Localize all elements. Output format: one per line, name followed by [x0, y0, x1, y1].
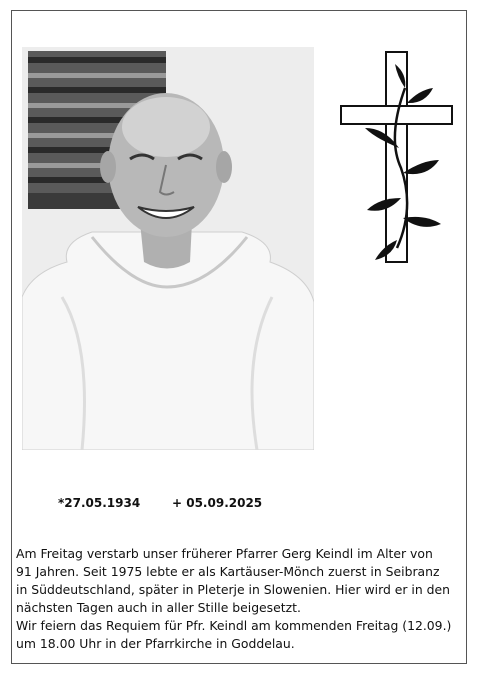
obituary-notice: [16, 545, 466, 653]
notice-line: nächsten Tagen auch in aller Stille beigesetzt.: [16, 600, 301, 615]
notice-line: Wir feiern das Requiem für Pfr. Keindl am kommenden Freitag (12.09.): [16, 618, 452, 633]
notice-line: Am Freitag verstarb unser früherer Pfarrer Gerg Keindl im Alter von: [16, 546, 433, 561]
notice-line: 91 Jahren. Seit 1975 lebte er als Kartäuser-Mönch zuerst in Seibranz: [16, 564, 440, 579]
death-date: + 05.09.2025: [172, 496, 263, 510]
birth-date: *27.05.1934: [58, 496, 141, 510]
portrait-photo: [22, 47, 314, 450]
notice-line: um 18.00 Uhr in der Pfarrkirche in Goddelau.: [16, 636, 295, 651]
notice-line: in Süddeutschland, später in Pleterje in Slowenien. Hier wird er in den: [16, 582, 450, 597]
cross-with-vine-icon: [335, 48, 460, 268]
